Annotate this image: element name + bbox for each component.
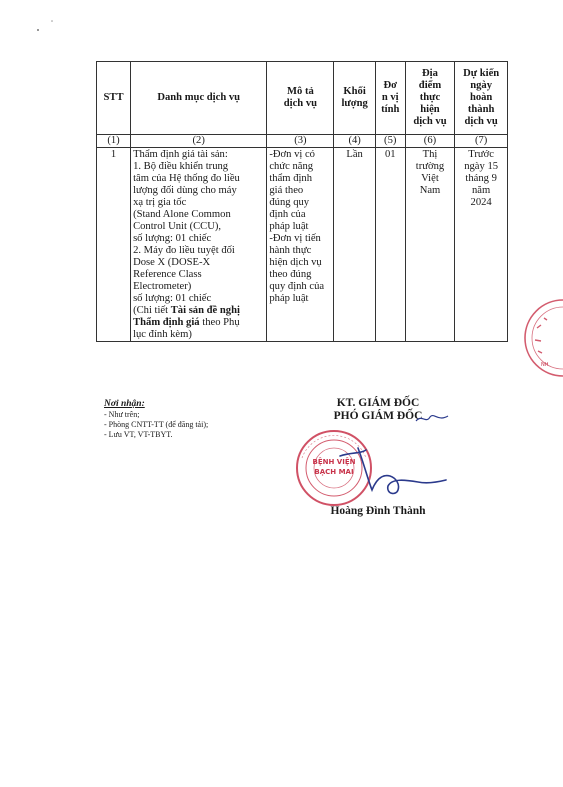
cell-khoi-luong: Lần bbox=[334, 148, 375, 342]
recipient-item: - Lưu VT, VT-TBYT. bbox=[104, 430, 173, 439]
signature-title-line-1: KT. GIÁM ĐỐC bbox=[336, 397, 420, 409]
column-number: (6) bbox=[405, 135, 455, 148]
column-number: (1) bbox=[97, 135, 131, 148]
column-number: (5) bbox=[375, 135, 405, 148]
partial-seal-stamp bbox=[511, 288, 563, 388]
svg-text:NH: NH bbox=[541, 362, 549, 368]
column-number: (3) bbox=[267, 135, 334, 148]
header-mo-ta: Mô tả dịch vụ bbox=[267, 62, 334, 135]
recipient-item: - Phòng CNTT-TT (để đăng tải); bbox=[104, 420, 209, 429]
signer-name: Hoàng Đình Thành bbox=[330, 505, 426, 517]
header-dia-diem: Địa điểm thực hiện dịch vụ bbox=[405, 62, 455, 135]
cell-stt: 1 bbox=[97, 148, 131, 342]
column-number-row bbox=[97, 135, 508, 148]
header-khoi-luong: Khối lượng bbox=[334, 62, 375, 135]
column-number: (4) bbox=[334, 135, 375, 148]
recipients-title: Nơi nhận: bbox=[104, 399, 145, 409]
svg-text:BỆNH VIỆN: BỆNH VIỆN bbox=[312, 458, 356, 466]
cell-mo-ta: -Đơn vị có chức năng thẩm định giá theo đúng quy định của pháp luật -Đơn vị tiến hành thực hiện dịch vụ theo đúng quy định của pháp luật bbox=[267, 148, 334, 342]
cell-du-kien: Trước ngày 15 tháng 9 năm 2024 bbox=[455, 148, 508, 342]
recipient-item: - Như trên; bbox=[104, 410, 140, 419]
appendix-note-line-1: (Chi tiết Tài sản đề nghị bbox=[133, 305, 240, 316]
signature-title-line-2: PHÓ GIÁM ĐỐC bbox=[333, 410, 423, 422]
service-table bbox=[96, 61, 508, 342]
column-number: (2) bbox=[131, 135, 267, 148]
appendix-note-line-3: lục đính kèm) bbox=[133, 329, 192, 340]
header-du-kien: Dự kiến ngày hoàn thành dịch vụ bbox=[455, 62, 508, 135]
scan-artifact-mark bbox=[30, 16, 60, 36]
recipients-block bbox=[104, 399, 208, 440]
column-number: (7) bbox=[455, 135, 508, 148]
table-header-row bbox=[97, 62, 508, 135]
table-row bbox=[97, 148, 508, 342]
initial-mark bbox=[414, 412, 450, 426]
svg-text:BẠCH MAI: BẠCH MAI bbox=[314, 468, 354, 476]
cell-danh-muc: Thẩm định giá tài sản: 1. Bộ điều khiển trung tâm của Hệ thống đo liều lượng đối dùng cho máy xạ trị gia tốc (Stand Alone Common Control Unit (CCU), số lượng: 01 chiếc 2. Máy đo liều tuyệt đối Dose X (DOSE-X Reference Class Electrometer) số lượng: 01 chiếc (Chi tiết Tài sản đề nghị Thẩm định giá theo Phụ lục đính kèm) bbox=[131, 148, 267, 342]
cell-don-vi-tinh: 01 bbox=[375, 148, 405, 342]
header-stt: STT bbox=[97, 62, 131, 135]
cell-dia-diem: Thị trường Việt Nam bbox=[405, 148, 455, 342]
appendix-note-line-2: Thẩm định giá theo Phụ bbox=[133, 317, 240, 328]
handwritten-signature bbox=[338, 444, 448, 504]
header-don-vi-tinh: Đơ n vị tính bbox=[375, 62, 405, 135]
header-danh-muc: Danh mục dịch vụ bbox=[131, 62, 267, 135]
